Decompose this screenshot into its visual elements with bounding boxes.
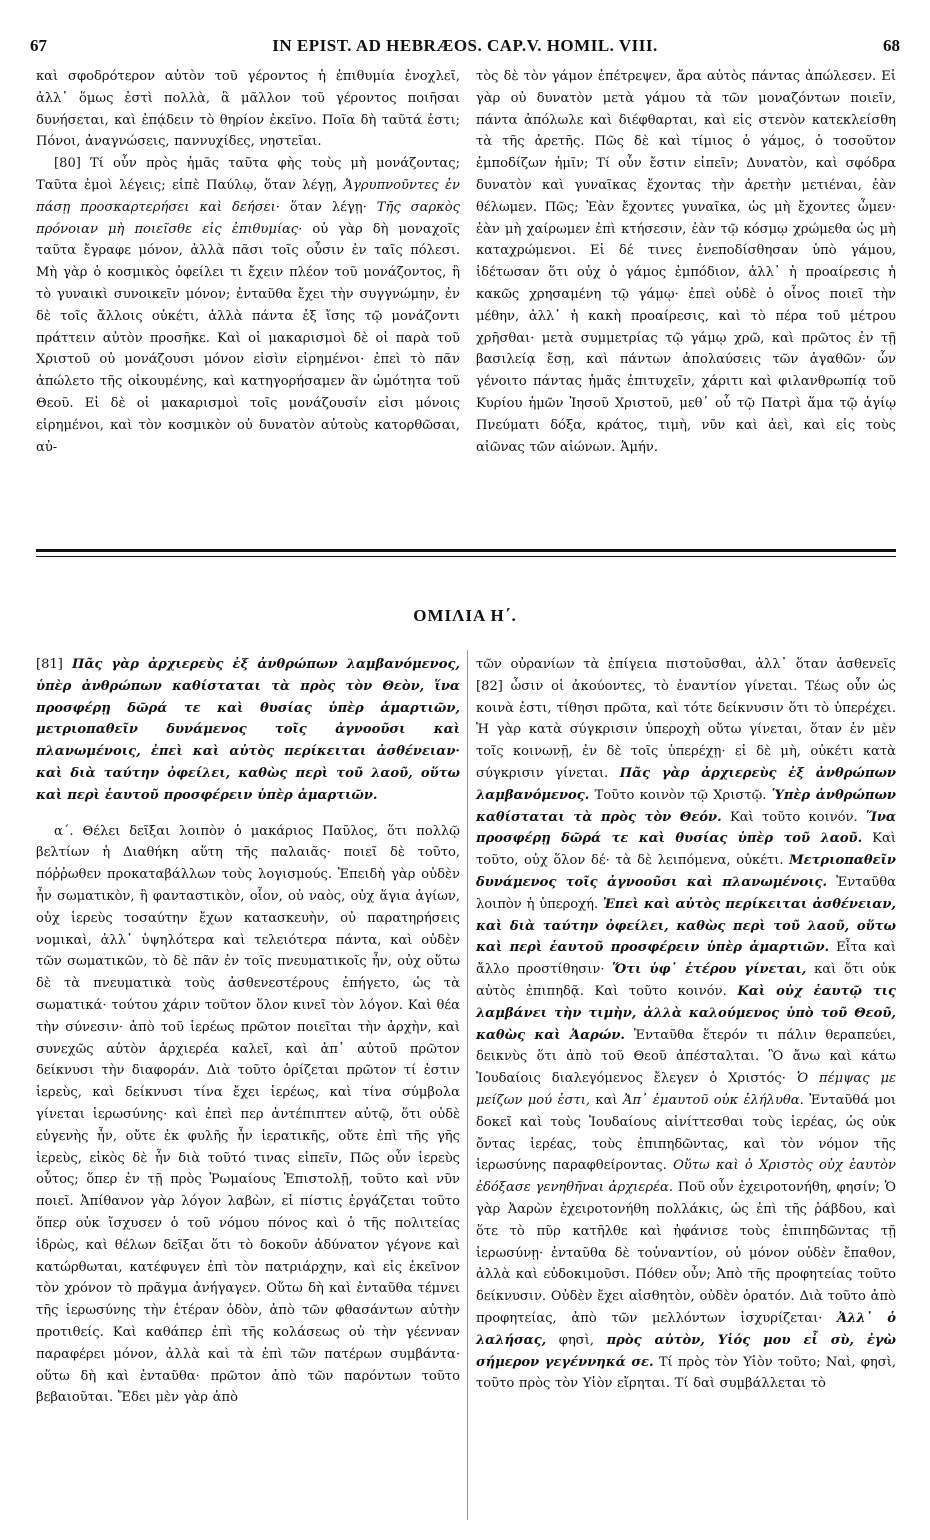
column-divider — [467, 650, 468, 1520]
scripture-quote: Μετριοπαθεῖν δυνάμενος τοῖς ἀγνοοῦσι καὶ πλανωμένοις. — [476, 853, 896, 890]
homily-title: ΟΜΙΛΙΑ Η΄. — [413, 606, 517, 625]
paragraph: τὸς δὲ τὸν γάμον ἐπέτρεψεν, ἄρα αὐτὸς πάντας ἀπώλεσεν. Εἰ γὰρ οὐ δυνατὸν μετὰ γάμου τὰ τῶν μοναζόντων ποιεῖν, πάντα ἀπόλωλε καὶ διέφθαρται, καὶ εἰς στενὸν κατεκλείσθη τὰ τῆς ἀρετῆς. Πῶς δὲ καὶ τίμιος ὁ γάμος, ὁ τοσοῦτον ἐμποδίζων ἡμῖν; Τί οὖν ἔστιν εἰπεῖν; Δυνατὸν, καὶ σφόδρα δυνατὸν καὶ γυναῖκας ἔχοντας τὴν ἀρετὴν μετιέναι, ἐὰν θέλωμεν. Πῶς; Ἐὰν ἔχοντες γυναῖκα, ὡς μὴ ἔχοντες ὦμεν· ἐὰν μὴ χαίρωμεν ἐπὶ κτήσεσιν, ἐὰν τῷ κόσμῳ χρώμεθα ὡς μὴ καταχρώμενοι. Εἰ δέ τινες ἐνεποδίσθησαν ὑπὸ γάμου, ἰδέτωσαν ὅτι οὐχ ὁ γάμος ἐμπόδιον, ἀλλ᾿ ἡ προαίρεσις ἡ κακῶς χρησαμένη τῷ γάμῳ· ἐπεὶ οὐδὲ ὁ οἶνος ποιεῖ τὴν μέθην, ἀλλ᾿ ἡ κακὴ προαίρεσις, καὶ τὸ πέρα τοῦ μέτρου χρῆσθαι· μετὰ συμμετρίας τῷ γάμῳ χρῶ, καὶ πρῶτος ἐν τῇ βασιλείᾳ ἔσῃ, καὶ πάντων ἀπολαύσεις τῶν ἀγαθῶν· ὧν γένοιτο πάντας ἡμᾶς ἐπιτυχεῖν, χάριτι καὶ φιλανθρωπίᾳ τοῦ Κυρίου ἡμῶν Ἰησοῦ Χριστοῦ, μεθ᾿ οὗ τῷ Πατρὶ ἅμα τῷ ἁγίῳ Πνεύματι δόξα, κράτος, τιμὴ, νῦν καὶ ἀεὶ, καὶ εἰς τοὺς αἰῶνας τῶν αἰώνων. Ἀμήν. — [476, 69, 896, 455]
text-run: καὶ ὅτι οὐκ αὐτὸς ἐπιπηδᾷ. Καὶ τοῦτο κοινόν. — [476, 962, 897, 999]
text-run: Ποῦ οὖν ἐχειροτονήθη, φησίν; Ὁ γὰρ Ἀαρὼν ἐχειροτονήθη πολλάκις, ὡς ἐπὶ τῆς ῥάβδου, καὶ ὅτε τὸ πῦρ κατῆλθε καὶ ἠφάνισε τοὺς ἐπιπηδῶντας τῇ ἱερωσύνῃ· ἐνταῦθα δὲ τοὐναντίον, οὐ μόνον οὐδὲν ἔπαθον, ἀλλὰ καὶ εὐδοκιμοῦσι. Πόθεν οὖν; Ἀπὸ τῆς προφητείας τοῦτο δείκνυσιν. Οὐδὲν ἔχει αἰσθητὸν, οὐδὲν ὁρατόν. Διὰ τοῦτο ἀπὸ προφητείας, ἀπὸ τῶν μελλόντων ἰσχυρίζεται· — [476, 1180, 896, 1326]
section-marker: [80] — [54, 156, 81, 172]
scripture-quote: Πᾶς γὰρ ἀρχιερεὺς ἐξ ἀνθρώπων λαμβανόμενος, ὑπὲρ ἀνθρώπων καθίσταται τὰ πρὸς τὸν Θεὸν, ἵνα προσφέρῃ δῶρά τε καὶ θυσίας ὑπὲρ ἁμαρτιῶν, μετριοπαθεῖν δυνάμενος τοῖς ἀγνοοῦσι καὶ πλανωμένοις, ἐπεὶ καὶ αὐτὸς περίκειται ἀσθένειαν· καὶ διὰ ταύτην ὀφείλει, καθὼς περὶ τοῦ λαοῦ, οὕτω καὶ περὶ ἑαυτοῦ προσφέρειν ὑπὲρ ἁμαρτιῶν. — [36, 657, 460, 803]
paragraph: καὶ σφοδρότερον αὐτὸν τοῦ γέροντος ἡ ἐπιθυμία ἐνοχλεῖ, ἀλλ᾿ ὅμως ἐστὶ πολλὰ, ἃ μᾶλλον τοῦ γέροντος ποιῆσαι δυνήσεται, καὶ ἐπᾴδειν τὸ θηρίον ἐκεῖνο. Ποῖα δὴ ταῦτά ἐστι; Πόνοι, ἀναγνώσεις, παννυχίδες, νηστεῖαι. — [36, 69, 460, 150]
top-right-column — [476, 66, 896, 458]
page-number-left: 67 — [30, 36, 47, 55]
page-number-right: 68 — [883, 36, 900, 55]
section-marker: [81] — [36, 657, 63, 672]
text-run: Τί οὖν πρὸς ἡμᾶς ταῦτα φὴς τοὺς μὴ μονάζοντας; Ταῦτα ἐμοὶ λέγεις; εἰπὲ Παύλῳ, ὅταν λέγῃ, — [36, 156, 460, 193]
text-run: ὦσιν οἱ ἀκούοντες, τὸ ἐναντίον γίνεται. Τέως οὖν ὡς κοινὰ ἐστι, τίθησι πρῶτα, καὶ τότε δείκνυσιν ὅτι τὸ ὑπερέχει. Ἡ γὰρ κατὰ σύγκρισιν ὑπεροχὴ οὕτω γίνεται, ὅταν ἐν μὲν τοῖς κοινωνῇ, ἐν δὲ τοῖς ὑπερέχῃ· εἰ δὲ μὴ, οὐκέτι κατὰ σύγκρισιν γίνεται. — [476, 678, 896, 781]
text-run: Ἐνταῦθα λοιπὸν ἡ ὑπεροχή. — [476, 874, 896, 912]
scripture-quote: Ἀπ᾿ ἐμαυτοῦ οὐκ ἐλήλυθα. — [622, 1092, 804, 1108]
running-header — [30, 36, 900, 58]
scripture-quote: Ἵνα προσφέρῃ δῶρά τε καὶ θυσίας ὑπὲρ τοῦ λαοῦ. — [476, 809, 896, 847]
text-run: Εἶτα καὶ ἄλλο προστίθησιν· — [476, 940, 897, 978]
text-run: Ἐνταῦθα ἕτερόν τι πάλιν θεραπεύει, δεικνὺς ὅτι ἀπὸ τοῦ Θεοῦ ἀπέσταλται. Ὃ ἄνω καὶ κάτω Ἰουδαίοις διαλεγόμενος ἔλεγεν ὁ Χριστός· — [476, 1027, 896, 1087]
scripture-quote: Πᾶς γὰρ ἀρχιερεὺς ἐξ ἀνθρώπων λαμβανόμενος. — [476, 765, 897, 803]
running-title: IN EPIST. AD HEBRÆOS. CAP.V. HOMIL. VIII. — [272, 36, 658, 55]
paragraph — [36, 153, 460, 458]
paragraph: α΄. Θέλει δεῖξαι λοιπὸν ὁ μακάριος Παῦλος, ὅτι πολλῷ βελτίων ἡ Διαθήκη αὕτη τῆς παλαιᾶς· ποιεῖ δὲ τοῦτο, πόῤῥωθεν προκαταβάλλων τοὺς λογισμούς. Ἐπειδὴ γὰρ οὐδὲν ἦν σωματικὸν, ἢ φανταστικὸν, οἷον, οὐ ναὸς, οὐχ ἅγια ἁγίων, οὐχ ἱερεὺς τοσαύτην ἔχων κατασκευὴν, οὐ παρατηρήσεις νομικαὶ, ἀλλ᾿ ὑψηλότερα καὶ τελειότερα πάντα, καὶ οὐδὲν τῶν σωματικῶν, τὸ δὲ πᾶν ἐν τοῖς πνευματικοῖς ἦν, οὐχ οὕτω δὲ τὰ πνευματικὰ τοὺς ἀσθενεστέρους ἐπήγετο, ὡς τὰ σωματικά· τούτου χάριν τοῦτον ὅλον κινεῖ τὸν λόγον. Καὶ θέα τὴν σύνεσιν· ἀπὸ τοῦ ἱερέως πρῶτον ποιεῖται τὴν ἀρχὴν, καὶ συνεχῶς αὐτὸν ἀρχιερέα καλεῖ, καὶ ἀπ᾿ αὐτοῦ πρῶτον δείκνυσι τὴν διαφοράν. Διὰ τοῦτο ὁρίζεται πρῶτον τί ἐστιν ἱερεὺς, καὶ δείκνυσι τίνα ἔχει ἱερέως, καὶ τίνα σύμβολα γίνεται ἱερωσύνης· καὶ ἐπεὶ περ ἀντέπιπτεν αὐτῷ, ὅτι οὐδὲ εὐγενὴς ἦν, οὔτε ἐκ φυλῆς ἦν ἱερατικῆς, οὔτε ἐπὶ τῆς γῆς ἱερεὺς, εἰκὸς δὲ ἦν διὰ τοῦτό τινας εἰπεῖν, Πῶς οὖν ἱερεὺς οὗτος; ὅπερ ἐν τῇ πρὸς Ῥωμαίους Ἐπιστολῇ, τοῦτο καὶ νῦν ποιεῖ. Ἀπίθανον γὰρ λόγον λαβὼν, εἰ πίστις ἐργάζεται τοῦτο ὅπερ οὐκ ἴσχυσεν ὁ τοῦ νόμου πόνος καὶ ὁ τῆς πολιτείας ἱδρὼς, καὶ θέλων δεῖξαι ὅτι τὸ δοκοῦν ἀδύνατον γέγονε καὶ κατώρθωται, κατέφυγεν ἐπὶ τὸν πατριάρχην, καὶ εἰς ἐκεῖνον τὸν χρόνον τὸ πρᾶγμα ἀνήγαγεν. Οὕτω δὴ καὶ ἐνταῦθα τέμνει τῆς ἱερωσύνης τὴν ἑτέραν ὁδὸν, ἀπὸ τῶν φθασάντων αὐτὴν προτιθείς. Καὶ καθάπερ ἐπὶ τῆς κολάσεως οὐ τὴν γέενναν παραφέρει μόνον, ἀλλὰ καὶ τὰ ἐπὶ τῶν πατέρων συμβάντα· οὕτω δὴ καὶ ἐνταῦθα· πρῶτον ἀπὸ τῶν παρόντων τοῦτο βεβαιοῦται. Ἔδει μὲν γὰρ ἀπὸ — [36, 823, 460, 1406]
paragraph — [36, 654, 460, 807]
text-run: τῶν οὐρανίων τὰ ἐπίγεια πιστοῦσθαι, ἀλλ᾿ ὅταν ἀσθενεῖς — [476, 657, 896, 672]
scripture-quote: Οὕτω καὶ ὁ Χριστὸς οὐχ ἑαυτὸν ἐδόξασε γενηθῆναι ἀρχιερέα. — [476, 1158, 896, 1196]
text-run: Καὶ τοῦτο κοινόν. — [721, 809, 866, 825]
scripture-quote: Ἀγρυπνοῦντες ἐν πάσῃ προσκαρτερήσει καὶ δεήσει· — [36, 177, 460, 215]
section-divider-thick — [36, 549, 896, 552]
text-run: Τοῦτο κοινὸν τῷ Χριστῷ. — [589, 787, 772, 803]
text-run: φησὶ, — [546, 1332, 607, 1348]
text-run: ὅταν λέγῃ· — [279, 199, 377, 215]
bottom-left-column — [36, 654, 460, 1409]
text-run: Καὶ τοῦτο, οὐχ ὅλον δέ· τὰ δὲ λειπόμενα, οὐκέτι. — [476, 831, 897, 869]
section-marker: [82] — [476, 678, 503, 694]
text-run: οὐ γὰρ δὴ μοναχοῖς ταῦτα ἔγραφε μόνον, ἀλλὰ πᾶσι τοῖς οὖσιν ἐν ταῖς πόλεσι. Μὴ γὰρ ὁ κοσμικὸς ὀφείλει τι ἔχειν πλέον τοῦ μονάζοντος, ἢ τὸ γυναικὶ συνοικεῖν μόνον; ἐνταῦθα ἔχει τὴν συγγνώμην, ἐν δὲ τοῖς ἄλλοις οὐκέτι, ἀλλὰ πάντα ἐξ ἴσης τῷ μονάζοντι πράττειν αὐτὸν προσῆκε. Καὶ οἱ μακαρισμοὶ δὲ οἱ παρὰ τοῦ Χριστοῦ οὐ μονάζουσι μόνον εἰσὶν εἰρημένοι· ἐπεὶ τὸ πᾶν ἀπώλετο τῆς οἰκουμένης, καὶ κατηγορήσαμεν ἂν ὠμότητα τοῦ Θεοῦ. Εἰ δὲ οἱ μακαρισμοὶ τοῖς μονάζουσίν εἰσι μόνοις εἰρημένοι, καὶ τὸν κοσμικὸν οὐ δυνατὸν αὐτοὺς κατορθῶσαι, αὐ- — [36, 221, 460, 455]
scripture-quote: Ὑπὲρ ἀνθρώπων καθίσταται τὰ πρὸς τὸν Θεόν. — [476, 787, 896, 825]
scripture-quote: Ἀλλ᾿ ὁ λαλήσας, — [476, 1310, 896, 1348]
scripture-quote: πρὸς αὐτὸν, Υἱός μου εἶ σὺ, ἐγὼ σήμερον γεγέννηκά σε. — [476, 1332, 897, 1370]
scripture-quote: Ἐπεὶ καὶ αὐτὸς περίκειται ἀσθένειαν, καὶ διὰ ταύτην ὀφείλει, καθὼς περὶ τοῦ λαοῦ, οὕτω καὶ περὶ ἑαυτοῦ προσφέρειν ὑπὲρ ἁμαρτιῶν. — [476, 896, 896, 956]
paragraph — [476, 654, 896, 1395]
top-left-column — [36, 66, 460, 458]
scripture-quote: Ὅτι ὑφ᾿ ἑτέρου γίνεται, — [612, 962, 807, 978]
text-run: καὶ — [590, 1092, 623, 1108]
text-run: Ἐνταῦθά μοι δοκεῖ καὶ τοὺς Ἰουδαίους αἰνίττεσθαι τοὺς ἱερέας, ὡς οὐκ ὄντας ἱερέας, τοὺς ἐπιπηδῶντας, καὶ τὸν νόμον τῆς ἱερωσύνης παραφθείροντας. — [476, 1092, 896, 1174]
scripture-quote: Καὶ οὐχ ἑαυτῷ τις λαμβάνει τὴν τιμὴν, ἀλλὰ καλούμενος ὑπὸ τοῦ Θεοῦ, καθὼς καὶ Ἀαρών. — [476, 983, 896, 1043]
scripture-quote: Τῆς σαρκὸς πρόνοιαν μὴ ποιεῖσθε εἰς ἐπιθυμίας· — [36, 199, 460, 237]
scripture-quote: Ὁ πέμψας με μείζων μού ἐστι, — [476, 1071, 897, 1108]
bottom-right-column — [476, 654, 896, 1395]
text-run: Τί πρὸς τὸν Υἱὸν τοῦτο; Ναὶ, φησὶ, τοῦτο πρὸς τὸν Υἱὸν εἴρηται. Τί δαὶ συμβάλλεται τὸ — [476, 1354, 896, 1392]
section-divider-thin — [36, 556, 896, 557]
